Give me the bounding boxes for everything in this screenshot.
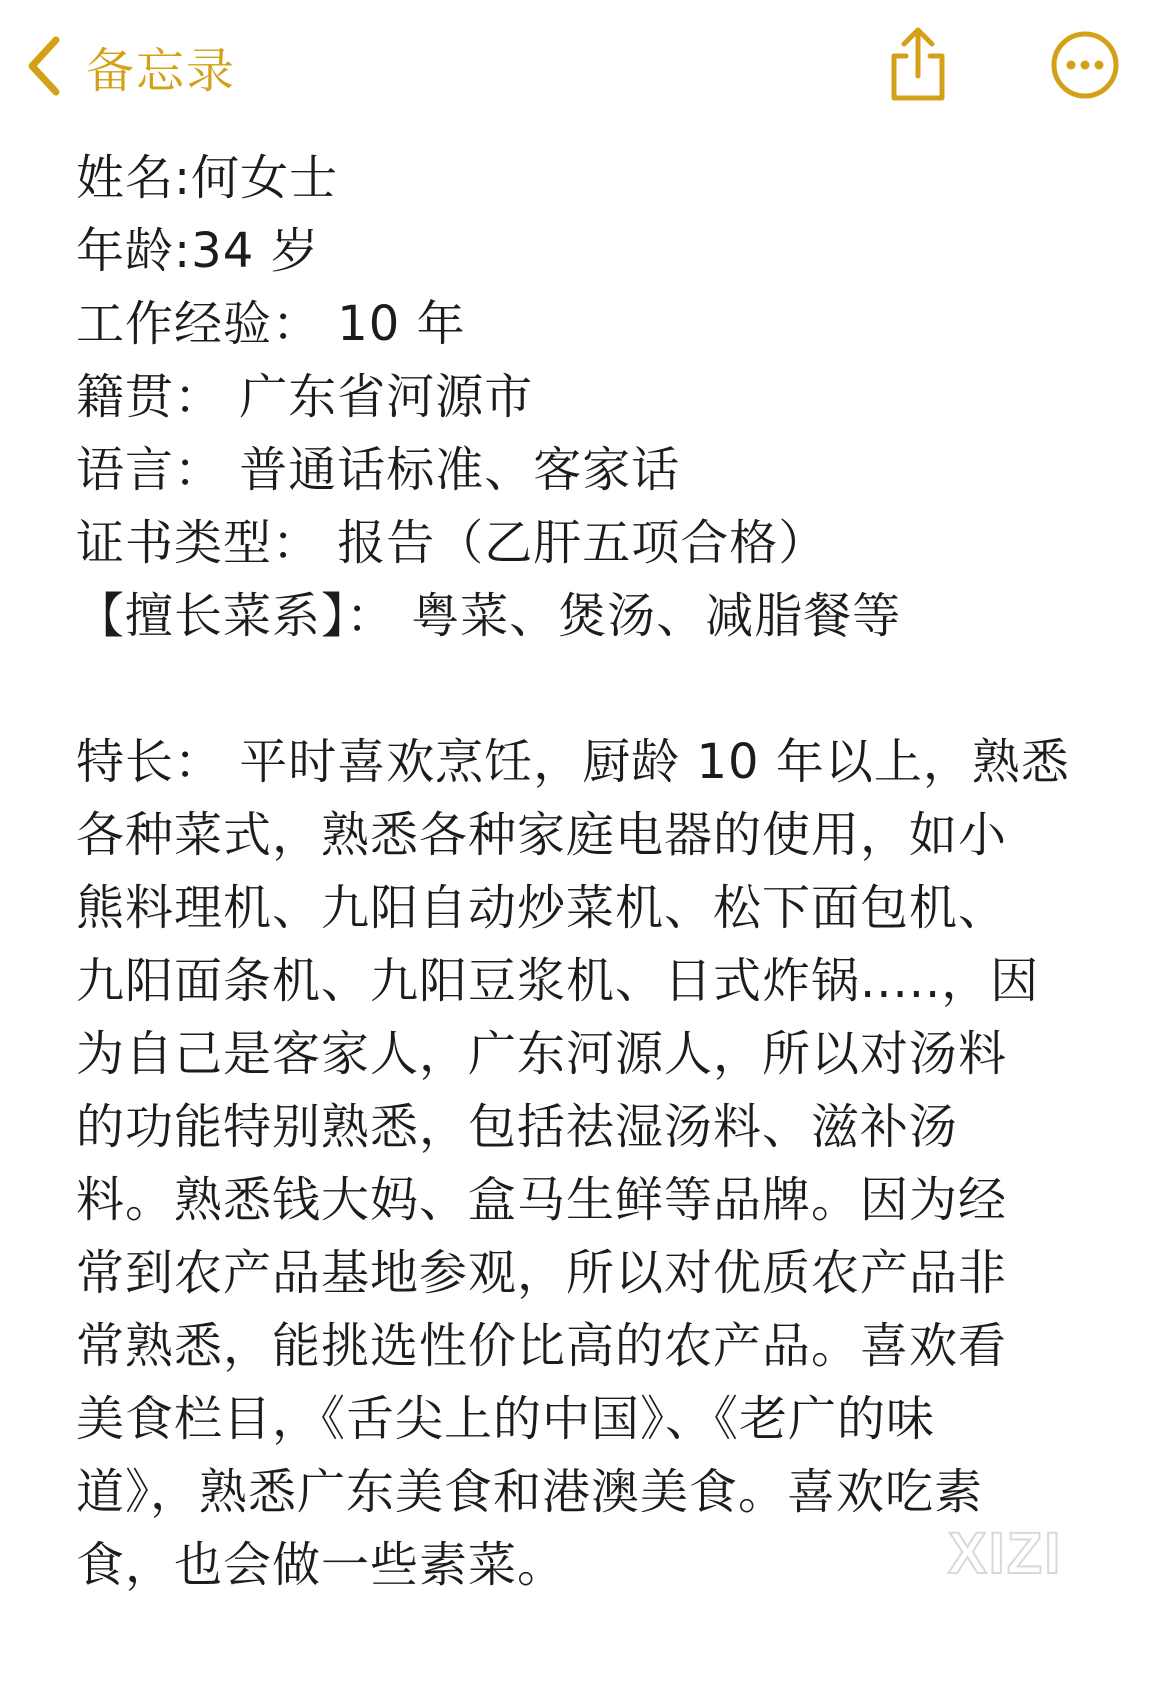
info-language: 语言： 普通话标准、客家话	[76, 442, 681, 498]
back-label: 备忘录	[86, 42, 237, 99]
specialty-line: 道》，熟悉广东美食和港澳美食。喜欢吃素	[76, 1464, 984, 1520]
specialty-line: 的功能特别熟悉，包括祛湿汤料、滋补汤	[76, 1099, 959, 1155]
share-icon	[886, 26, 950, 104]
specialty-line: 美食栏目，《舌尖上的中国》、《老广的味	[76, 1391, 936, 1447]
specialty-line: 熊料理机、九阳自动炒菜机、松下面包机、	[76, 880, 1008, 936]
share-button[interactable]	[886, 26, 950, 104]
chevron-left-icon	[24, 34, 64, 98]
info-age: 年龄:34 岁	[76, 223, 320, 279]
more-options-button[interactable]	[1050, 30, 1120, 100]
specialty-line: 料。熟悉钱大妈、盒马生鲜等品牌。因为经	[76, 1172, 1008, 1228]
blank-line	[76, 653, 1086, 726]
specialty-line: 各种菜式，熟悉各种家庭电器的使用，如小	[76, 807, 1008, 863]
specialty-line: 为自己是客家人，广东河源人，所以对汤料	[76, 1026, 1008, 1082]
info-cuisine: 【擅长菜系】： 粤菜、煲汤、减脂餐等	[76, 588, 902, 644]
info-experience: 工作经验： 10 年	[76, 296, 466, 352]
back-button[interactable]	[24, 30, 236, 102]
info-name: 姓名:何女士	[76, 150, 339, 206]
more-icon	[1050, 30, 1120, 100]
watermark-logo: XIZI	[948, 1521, 1063, 1586]
info-certificate: 证书类型： 报告（乙肝五项合格）	[76, 515, 828, 571]
specialty-line: 特长： 平时喜欢烹饪，厨龄 10 年以上，熟悉	[76, 734, 1070, 790]
specialty-line: 常到农产品基地参观，所以对优质农产品非	[76, 1245, 1008, 1301]
info-hometown: 籍贯： 广东省河源市	[76, 369, 534, 425]
specialty-line: 食，也会做一些素菜。	[76, 1537, 567, 1593]
specialty-line: 九阳面条机、九阳豆浆机、日式炸锅.....，因	[76, 953, 1040, 1009]
specialty-line: 常熟悉，能挑选性价比高的农产品。喜欢看	[76, 1318, 1008, 1374]
note-content[interactable]	[76, 142, 1086, 1602]
navigation-bar	[0, 0, 1170, 130]
specialty-paragraph	[76, 726, 1086, 1602]
